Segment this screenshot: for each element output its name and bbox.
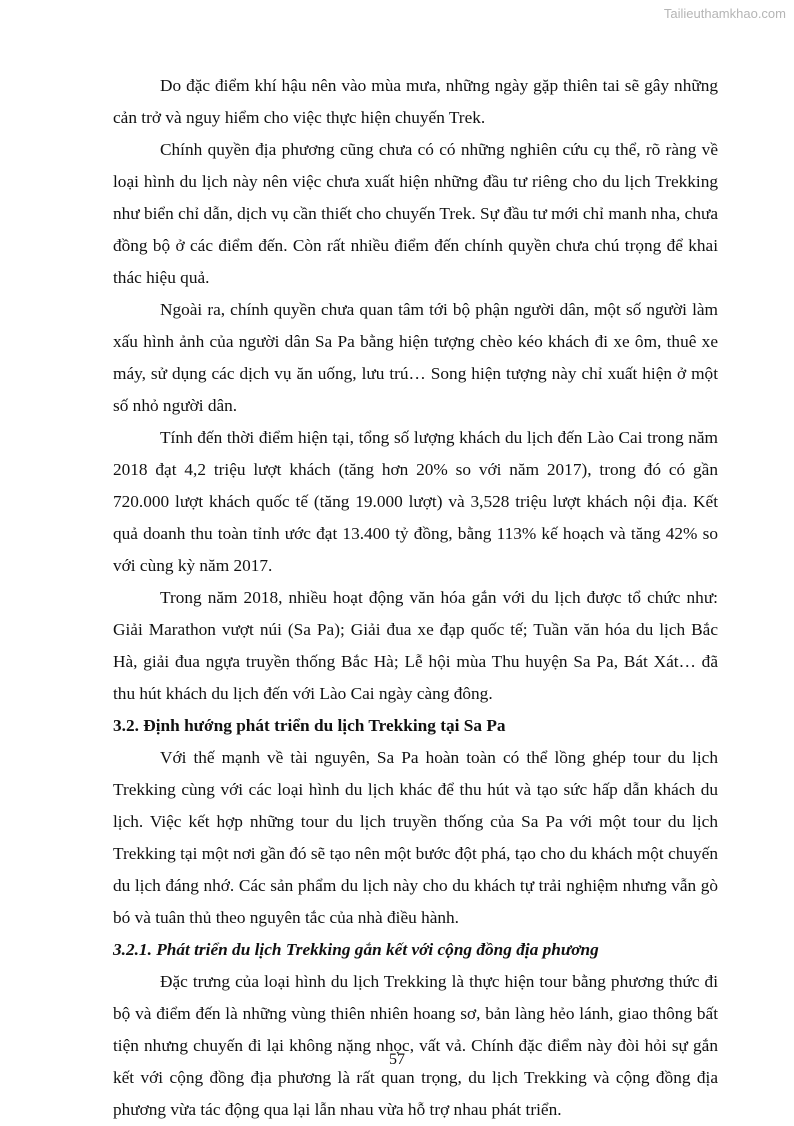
paragraph-cultural-events: Trong năm 2018, nhiều hoạt động văn hóa gắn với du lịch được tổ chức như: Giải Marathon vượt núi (Sa Pa); Giải đua xe đạp quốc tế; Tuần văn hóa du lịch Bắc Hà, giải đua ngựa truyền thống Bắc Hà; Lễ hội mùa Thu huyện Sa Pa, Bát Xát… đã thu hút khách du lịch đến với Lào Cai ngày càng đông. [113, 588, 718, 703]
paragraph-climate: Do đặc điểm khí hậu nên vào mùa mưa, những ngày gặp thiên tai sẽ gây những cản trở và nguy hiểm cho việc thực hiện chuyến Trek. [113, 76, 718, 127]
document-body [113, 70, 718, 1126]
paragraph-tourist-statistics: Tính đến thời điểm hiện tại, tổng số lượng khách du lịch đến Lào Cai trong năm 2018 đạt 4,2 triệu lượt khách (tăng hơn 20% so với năm 2017), trong đó có gần 720.000 lượt khách quốc tế (tăng 19.000 lượt) và 3,528 triệu lượt khách nội địa. Kết quả doanh thu toàn tỉnh ước đạt 13.400 tỷ đồng, bằng 113% kế hoạch và tăng 42% so với cùng kỳ năm 2017. [113, 428, 718, 575]
paragraph-local-government: Chính quyền địa phương cũng chưa có có những nghiên cứu cụ thể, rõ ràng về loại hình du lịch này nên việc chưa xuất hiện những đầu tư riêng cho du lịch Trekking như biển chỉ dẫn, dịch vụ cần thiết cho chuyến Trek. Sự đầu tư mới chỉ manh nha, chưa đồng bộ ở các điểm đến. Còn rất nhiều điểm đến chính quyền chưa chú trọng để khai thác hiệu quả. [113, 140, 718, 287]
watermark: Tailieuthamkhao.com [663, 6, 786, 21]
section-heading-3-2-1: 3.2.1. Phát triển du lịch Trekking gắn kết với cộng đồng địa phương [113, 940, 599, 959]
paragraph-residents: Ngoài ra, chính quyền chưa quan tâm tới bộ phận người dân, một số người làm xấu hình ảnh của người dân Sa Pa bằng hiện tượng chèo kéo khách đi xe ôm, thuê xe máy, sử dụng các dịch vụ ăn uống, lưu trú… Song hiện tượng này chỉ xuất hiện ở một số nhỏ người dân. [113, 300, 718, 415]
paragraph-development-orientation: Với thế mạnh về tài nguyên, Sa Pa hoàn toàn có thể lồng ghép tour du lịch Trekking cùng với các loại hình du lịch khác để thu hút và tạo sức hấp dẫn khách du lịch. Việc kết hợp những tour du lịch truyền thống của Sa Pa với một tour du lịch Trekking tại một nơi gần đó sẽ tạo nên một bước đột phá, tạo cho du khách một chuyến du lịch đáng nhớ. Các sản phẩm du lịch này cho du khách tự trải nghiệm nhưng vẫn gò bó và tuân thủ theo nguyên tắc của nhà điều hành. [113, 748, 718, 927]
section-heading-3-2: 3.2. Định hướng phát triển du lịch Trekking tại Sa Pa [113, 716, 506, 735]
page-number: 57 [389, 1051, 405, 1068]
paragraph-community-trekking: Đặc trưng của loại hình du lịch Trekking là thực hiện tour bằng phương thức đi bộ và điểm đến là những vùng thiên nhiên hoang sơ, bản làng hẻo lánh, giao thông bất tiện nhưng chuyến đi lại không nặng nhọc, vất vả. Chính đặc điểm này đòi hỏi sự gắn kết với cộng đồng địa phương là rất quan trọng, du lịch Trekking và cộng đồng địa phương vừa tác động qua lại lẫn nhau vừa hỗ trợ nhau phát triển. [113, 972, 718, 1119]
